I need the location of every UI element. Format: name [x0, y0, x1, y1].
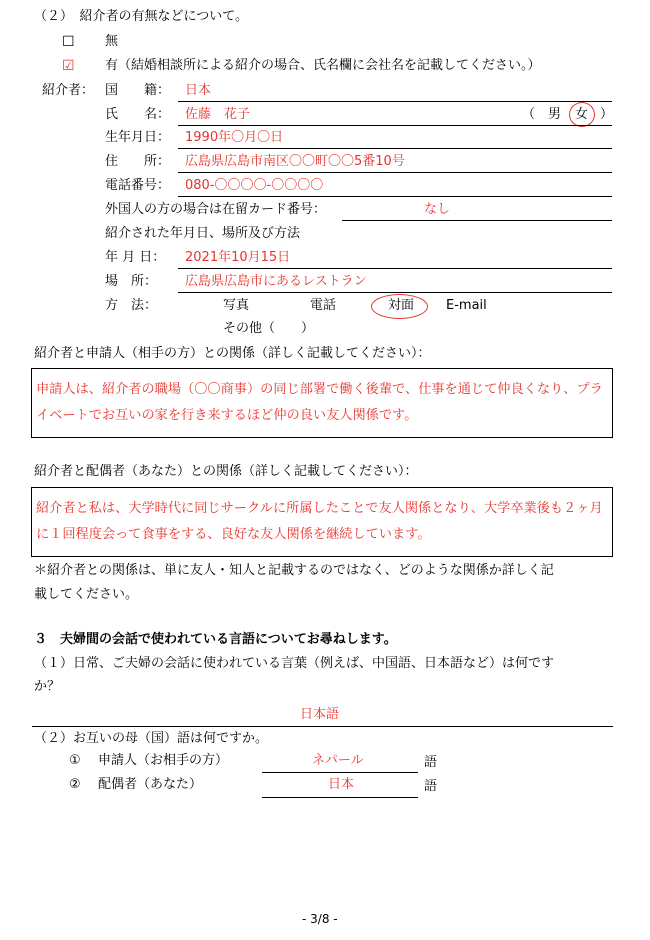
q1-line-2: か？ [34, 679, 61, 694]
method-other[interactable]: その他（ ） [223, 321, 315, 336]
section-2-heading: （２） 紹介者の有無などについて。 [34, 9, 248, 24]
relation-applicant-box[interactable] [31, 368, 613, 438]
gender-female[interactable]: 女 [575, 107, 589, 122]
method-email[interactable]: E-mail [446, 298, 487, 313]
q1-answer-underline [32, 726, 613, 727]
intro-date-label: 年 月 日： [105, 250, 166, 265]
note-line-2: 載してください。 [34, 587, 139, 602]
section-3-heading: ３ 夫婦間の会話で使われている言語についてお尋ねします。 [34, 632, 397, 647]
residence-card-label: 外国人の方の場合は在留カード番号： [105, 202, 327, 217]
page-number: - 3/8 - [302, 912, 338, 926]
intro-date-value[interactable]: 2021年10月15日 [185, 250, 291, 265]
q2-item1-label: 申請人（お相手の方） [98, 753, 229, 768]
address-underline [178, 172, 612, 173]
method-photo[interactable]: 写真 [223, 298, 250, 313]
dob-label: 生年月日： [105, 130, 171, 145]
intro-place-underline [178, 292, 612, 293]
gender-open: （ [522, 107, 536, 122]
introducer-label: 紹介者： [42, 83, 95, 98]
option-yes-label: 有（結婚相談所による紹介の場合、氏名欄に会社名を記載してください。） [105, 58, 541, 73]
q2-item2-number: ② [69, 777, 81, 792]
address-label: 住 所： [105, 154, 171, 169]
q2-item1-value[interactable]: ネパール [312, 753, 364, 768]
nationality-label: 国 籍： [105, 83, 171, 98]
q2-item2-suffix: 語 [424, 779, 438, 794]
address-value[interactable]: 広島県広島市南区〇〇町〇〇5番10号 [185, 154, 405, 169]
checkbox-none[interactable]: ☐ [62, 34, 75, 50]
phone-label: 電話番号： [105, 178, 171, 193]
name-value[interactable]: 佐藤 花子 [185, 107, 251, 122]
method-selected-circle [371, 294, 428, 319]
intro-method-label: 方 法： [105, 298, 158, 313]
relation-spouse-box[interactable] [31, 487, 613, 557]
nationality-underline [178, 101, 612, 102]
q2-item1-suffix: 語 [424, 755, 438, 770]
checkbox-yes[interactable]: ☑ [62, 58, 75, 74]
q1-answer[interactable]: 日本語 [300, 707, 340, 722]
q2-item2-value[interactable]: 日本 [328, 777, 355, 792]
q2-item2-label: 配偶者（あなた） [98, 777, 203, 792]
relation-applicant-text: 申請人は、紹介者の職場（〇〇商事）の同じ部署で働く後輩で、仕事を通じて仲良くなり、プライベートでお互いの家を行き来するほど仲の良い友人関係です。 [36, 382, 603, 423]
dob-value[interactable]: 1990年〇月〇日 [185, 130, 284, 145]
method-in-person[interactable]: 対面 [388, 298, 415, 313]
option-none-label: 無 [105, 34, 119, 49]
intro-place-value[interactable]: 広島県広島市にあるレストラン [185, 274, 367, 289]
residence-card-underline [342, 220, 612, 221]
relation-applicant-label: 紹介者と申請人（相手の方）との関係（詳しく記載してください）： [34, 346, 431, 361]
q2-label: （２）お互いの母（国）語は何ですか。 [34, 731, 269, 746]
phone-value[interactable]: 080-〇〇〇〇-〇〇〇〇 [185, 178, 324, 193]
q2-item1-underline [262, 772, 418, 773]
method-phone[interactable]: 電話 [310, 298, 337, 313]
intro-date-underline [178, 268, 612, 269]
name-underline [178, 125, 612, 126]
dob-underline [178, 148, 612, 149]
relation-spouse-label: 紹介者と配偶者（あなた）との関係（詳しく記載してください）： [34, 464, 418, 479]
name-label: 氏 名： [105, 107, 171, 122]
relation-spouse-text: 紹介者と私は、大学時代に同じサークルに所属したことで友人関係となり、大学卒業後も２ヶ月に１回程度会って食事をする、良好な友人関係を継続しています。 [36, 501, 603, 542]
nationality-value[interactable]: 日本 [185, 83, 212, 98]
q2-item2-underline [262, 797, 418, 798]
q2-item1-number: ① [69, 753, 81, 768]
note-line-1: ＊紹介者との関係は、単に友人・知人と記載するのではなく、どのような関係か詳しく記 [34, 563, 554, 578]
introduced-heading: 紹介された年月日、場所及び方法 [105, 226, 301, 241]
gender-close: ） [600, 107, 614, 122]
intro-place-label: 場 所： [105, 274, 158, 289]
q1-line-1: （１）日常、ご夫婦の会話に使われている言葉（例えば、中国語、日本語など）は何です [34, 656, 555, 671]
phone-underline [178, 196, 612, 197]
gender-selected-circle [569, 102, 595, 127]
residence-card-value[interactable]: なし [424, 202, 451, 217]
gender-male[interactable]: 男 [548, 107, 562, 122]
